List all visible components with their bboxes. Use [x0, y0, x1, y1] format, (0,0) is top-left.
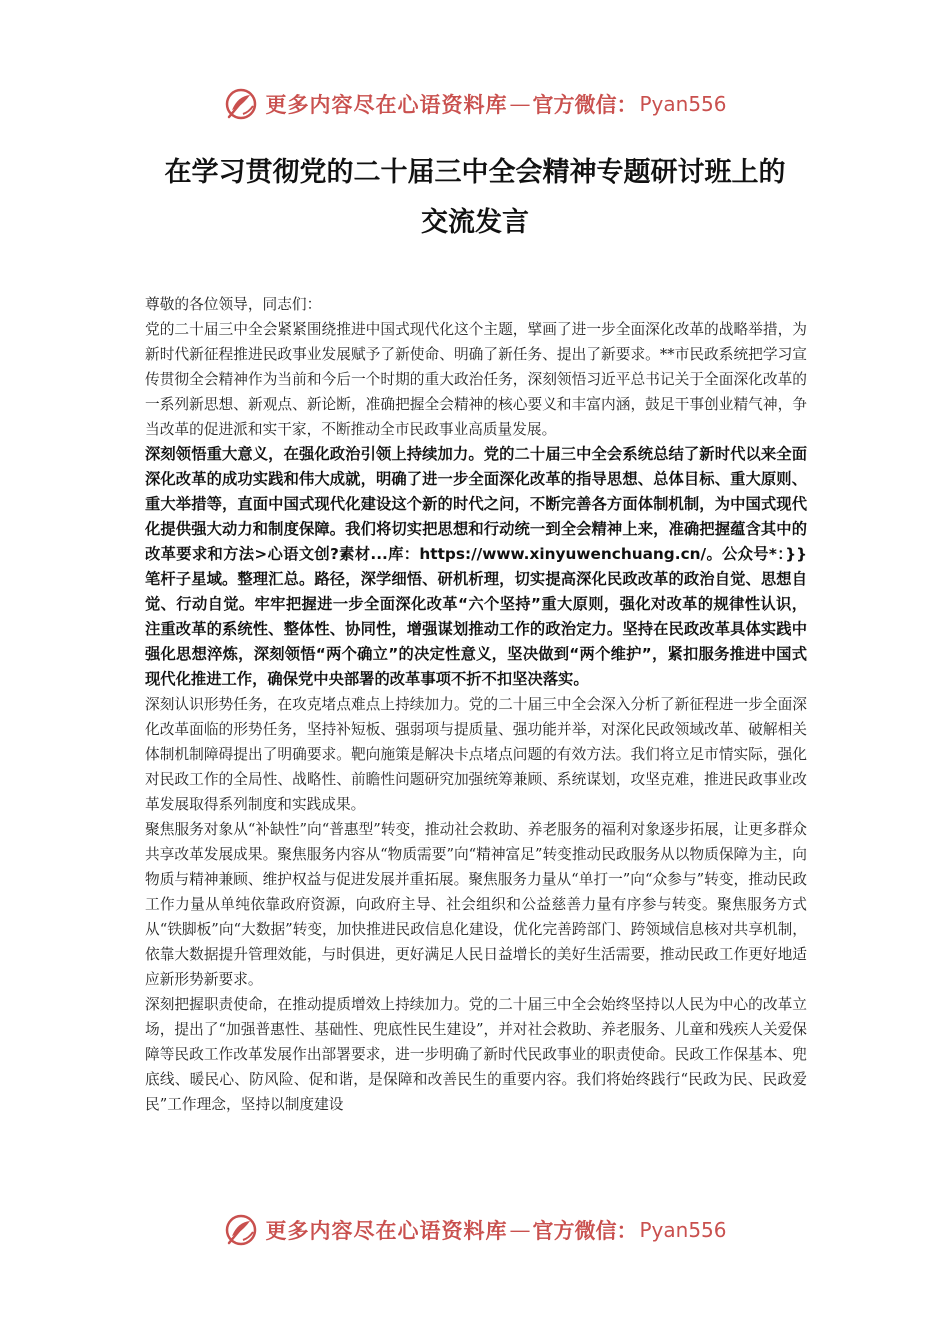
pen-logo-icon: [223, 86, 259, 122]
footer-banner: [0, 1210, 950, 1250]
banner-wechat-id: Pyan556: [639, 1218, 727, 1242]
section-2-paragraph: 深刻认识形势任务，在攻克堵点难点上持续加力。党的二十届三中全会深入分析了新征程进一步全面深化改革面临的形势任务，坚持补短板、强弱项与提质量、强功能并举，对深化民政领域改革、破解相关体制机制障碍提出了明确要求。靶向施策是解决卡点堵点问题的有效方法。我们将立足市情实际，强化对民政工作的全局性、战略性、前瞻性问题研究加强统筹兼顾、系统谋划，攻坚克难，推进民政事业改革发展取得系列制度和实践成果。: [145, 696, 807, 813]
banner-wechat-id: Pyan556: [639, 92, 727, 116]
header-banner: [0, 84, 950, 124]
pen-logo-icon: [223, 1212, 259, 1248]
document-title: [120, 148, 830, 248]
section-2b-paragraph: 聚焦服务对象从“补缺性”向“普惠型”转变，推动社会救助、养老服务的福利对象逐步拓展，让更多群众共享改革发展成果。聚焦服务内容从“物质需要”向“精神富足”转变推动民政服务从以物质保障为主，向物质与精神兼顾、维护权益与促进发展并重拓展。聚焦服务力量从“单打一”向“众参与”转变，推动民政工作力量从单纯依靠政府资源，向政府主导、社会组织和公益慈善力量有序参与转变。聚焦服务方式从“铁脚板”向“大数据”转变，加快推进民政信息化建设，优化完善跨部门、跨领域信息核对共享机制，依靠大数据提升管理效能，与时俱进，更好满足人民日益增长的美好生活需要，推动民政工作更好地适应新形势新要求。: [145, 821, 807, 988]
intro-paragraph: 党的二十届三中全会紧紧围绕推进中国式现代化这个主题，擘画了进一步全面深化改革的战略举措，为新时代新征程推进民政事业发展赋予了新使命、明确了新任务、提出了新要求。**市民政系统把学习宣传贯彻全会精神作为当前和今后一个时期的重大政治任务，深刻领悟习近平总书记关于全面深化改革的一系列新思想、新观点、新论断，准确把握全会精神的核心要义和丰富内涵，鼓足干事创业精气神，争当改革的促进派和实干家，不断推动全市民政事业高质量发展。: [145, 321, 807, 438]
title-line-1: 在学习贯彻党的二十届三中全会精神专题研讨班上的: [164, 157, 786, 188]
banner-separator: —: [509, 92, 531, 116]
banner-wechat-label: 官方微信：: [532, 1218, 638, 1243]
section-3-paragraph: 深刻把握职责使命，在推动提质增效上持续加力。党的二十届三中全会始终坚持以人民为中心的改革立场，提出了“加强普惠性、基础性、兜底性民生建设”，并对社会救助、养老服务、儿童和残疾人关爱保障等民政工作改革发展作出部署要求，进一步明确了新时代民政事业的职责使命。民政工作保基本、兜底线、暖民心、防风险、促和谐，是保障和改善民生的重要内容。我们将始终践行“民政为民、民政爱民”工作理念，坚持以制度建设: [145, 996, 807, 1113]
banner-wechat-label: 官方微信：: [532, 92, 638, 117]
banner-text: 更多内容尽在心语资料库: [265, 1218, 508, 1243]
section-1-paragraph: 深刻领悟重大意义，在强化政治引领上持续加力。党的二十届三中全会系统总结了新时代以来全面深化改革的成功实践和伟大成就，明确了进一步全面深化改革的指导思想、总体目标、重大原则、重大举措等，直面中国式现代化建设这个新的时代之问，不断完善各方面体制机制，为中国式现代化提供强大动力和制度保障。我们将切实把思想和行动统一到全会精神上来，准确把握蕴含其中的改革要求和方法>心语文创?素材...库：https://www.xinyuwenchuang.cn/。公众号*：}}笔杆子星域。整理汇总。路径，深学细悟、研机析理，切实提高深化民政改革的政治自觉、思想自觉、行动自觉。牢牢把握进一步全面深化改革“六个坚持”重大原则，强化对改革的规律性认识，注重改革的系统性、整体性、协同性，增强谋划推动工作的政治定力。坚持在民政改革具体实践中强化思想淬炼，深刻领悟“两个确立”的决定性意义，坚决做到“两个维护”，紧扣服务推进中国式现代化推进工作，确保党中央部署的改革事项不折不扣坚决落实。: [145, 445, 807, 688]
document-body: [145, 292, 807, 1117]
greeting: 尊敬的各位领导，同志们：: [145, 296, 322, 313]
banner-text: 更多内容尽在心语资料库: [265, 92, 508, 117]
title-line-2: 交流发言: [421, 207, 529, 238]
banner-separator: —: [509, 1218, 531, 1242]
